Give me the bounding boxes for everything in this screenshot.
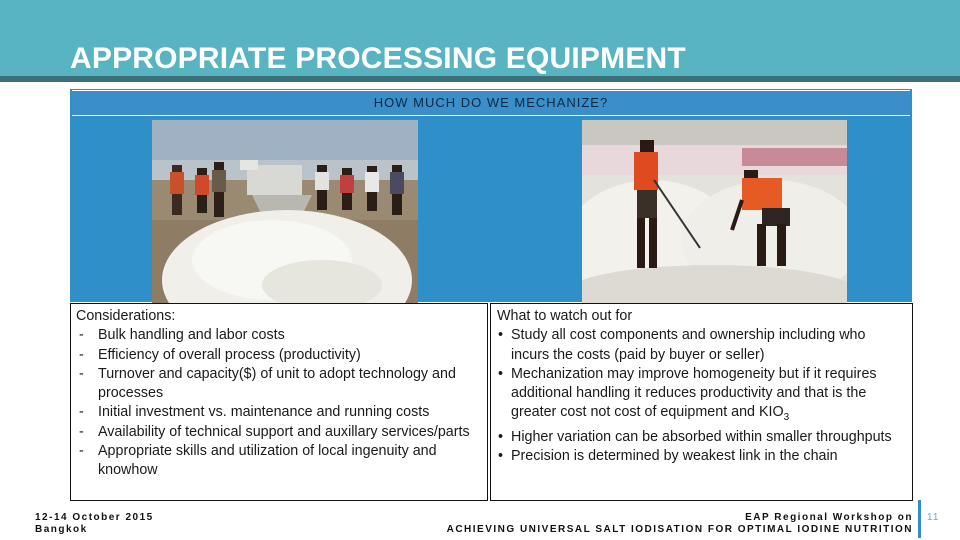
dash-marker: - [79, 365, 84, 382]
considerations-item-text: Initial investment vs. maintenance and running costs [98, 404, 430, 421]
bullet-marker: • [498, 447, 504, 464]
considerations-box [70, 303, 488, 501]
watch-out-item-text: Higher variation can be absorbed within smaller throughputs [511, 428, 892, 445]
list-item [497, 365, 906, 428]
considerations-list [76, 326, 483, 480]
watch-out-heading: What to watch out for [497, 308, 633, 324]
list-item [76, 403, 483, 422]
page-number: 11 [927, 512, 940, 523]
considerations-heading: Considerations: [76, 308, 176, 324]
considerations-item-text: Efficiency of overall process (productivity) [98, 346, 361, 363]
footer-date: 12-14 October 2015 [35, 512, 154, 523]
list-item [76, 442, 483, 481]
dash-marker: - [79, 404, 84, 421]
dash-marker: - [79, 443, 84, 460]
footer-divider [918, 500, 921, 538]
list-item [76, 365, 483, 404]
bullet-marker: • [498, 327, 504, 344]
slide-title: APPROPRIATE PROCESSING EQUIPMENT [70, 42, 686, 75]
left-photo [152, 120, 418, 303]
watch-out-item-text: Mechanization may improve homogeneity but if it requires additional handling it reduces productivity and that is the greater cost not cost of equipment and KIO [511, 365, 877, 421]
watch-out-item-text: Precision is determined by weakest link in the chain [511, 447, 838, 464]
footer-left [35, 512, 154, 536]
slide-subtitle: HOW MUCH DO WE MECHANIZE? [373, 95, 609, 110]
subtitle-bar [72, 90, 910, 116]
considerations-item-text: Bulk handling and labor costs [98, 327, 285, 344]
footer-right [447, 512, 913, 536]
list-item [497, 447, 906, 466]
watch-out-item-text: Study all cost components and ownership including who incurs the costs (paid by buyer or seller) [511, 327, 866, 363]
considerations-item-text: Availability of technical support and auxillary services/parts [98, 423, 470, 440]
footer-location: Bangkok [35, 524, 88, 535]
considerations-item-text: Appropriate skills and utilization of local ingenuity and knowhow [98, 443, 437, 479]
list-item [76, 423, 483, 442]
watch-out-box [490, 303, 913, 501]
footer-theme: ACHIEVING UNIVERSAL SALT IODISATION FOR OPTIMAL IODINE NUTRITION [446, 524, 913, 535]
list-item [76, 346, 483, 365]
subscript-three: 3 [783, 412, 790, 424]
list-item [497, 326, 906, 365]
dash-marker: - [79, 327, 84, 344]
header-shadow [0, 76, 960, 82]
footer-event: EAP Regional Workshop on [745, 512, 913, 523]
bullet-marker: • [498, 365, 504, 382]
dash-marker: - [79, 423, 84, 440]
list-item [76, 326, 483, 345]
watch-out-list [497, 326, 906, 466]
considerations-item-text: Turnover and capacity($) of unit to adopt technology and processes [98, 365, 456, 402]
list-item [497, 428, 906, 447]
dash-marker: - [79, 346, 84, 363]
bullet-marker: • [498, 428, 504, 445]
right-photo [582, 120, 847, 303]
